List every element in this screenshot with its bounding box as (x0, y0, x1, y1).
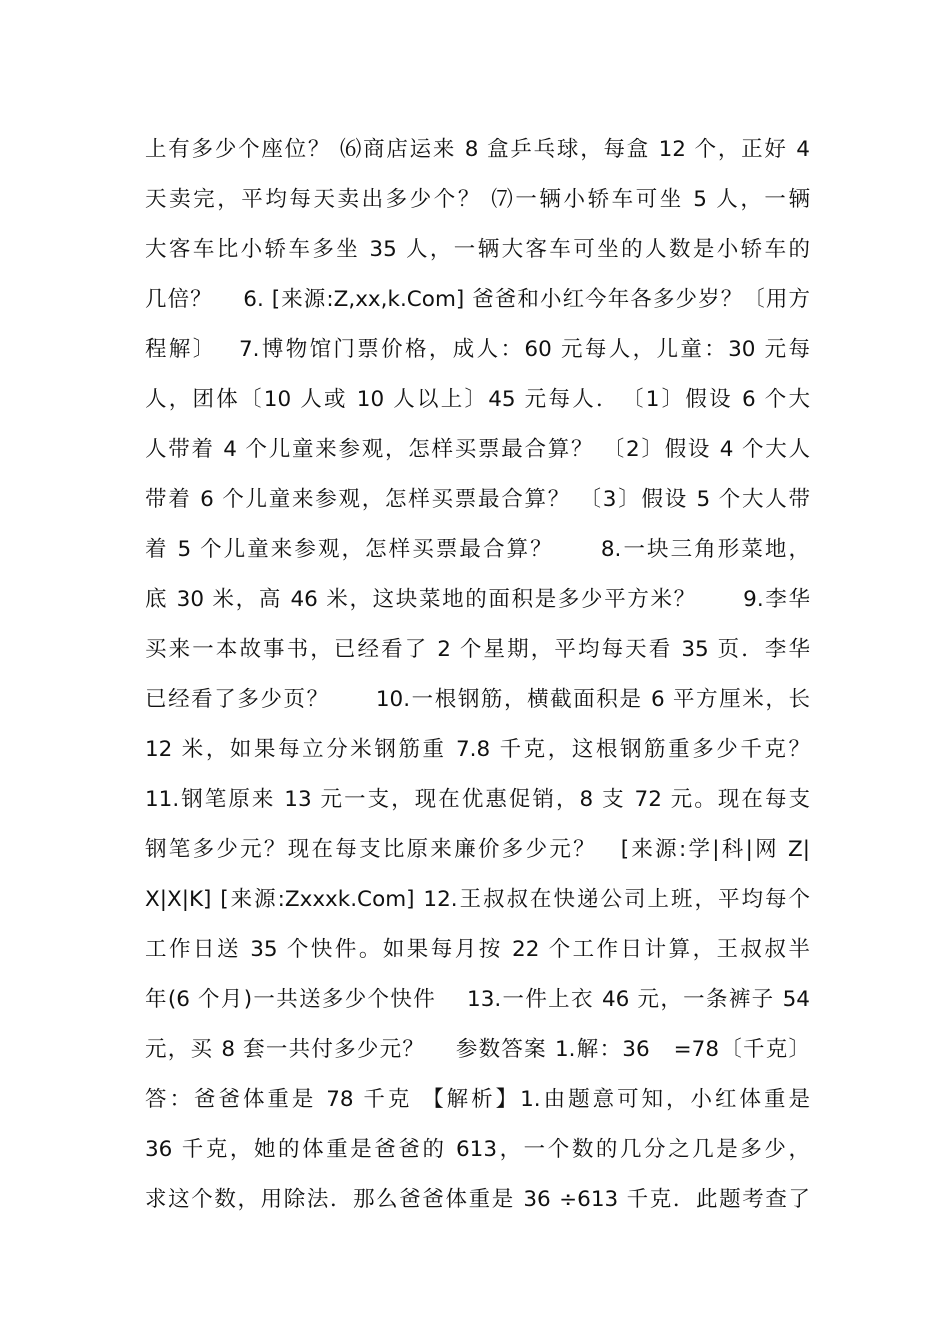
text-line: 答：爸爸体重是 78 千克 【解析】1.由题意可知，小红体重是 (145, 1087, 810, 1112)
text-line: 底 30 米，高 46 米，这块菜地的面积是多少平方米？ 9.李华 (145, 587, 810, 612)
text-line: 工作日送 35 个快件。如果每月按 22 个工作日计算，王叔叔半 (145, 937, 810, 962)
text-line: 已经看了多少页？ 10.一根钢筋，横截面积是 6 平方厘米，长 (145, 687, 810, 712)
text-line: 带着 6 个儿童来参观，怎样买票最合算？ 〔3〕假设 5 个大人带 (145, 487, 810, 512)
text-line: 几倍？ 6. [来源:Z,xx,k.Com] 爸爸和小红今年各多少岁？〔用方 (145, 287, 810, 312)
text-line: 人，团体〔10 人或 10 人以上〕45 元每人． 〔1〕假设 6 个大 (145, 387, 810, 412)
text-line: 年(6 个月)一共送多少个快件 13.一件上衣 46 元，一条裤子 54 (145, 987, 810, 1012)
text-line: 求这个数，用除法．那么爸爸体重是 36 ÷613 千克．此题考查了 (145, 1187, 810, 1212)
text-line: 上有多少个座位？ ⑹商店运来 8 盒乒乓球，每盒 12 个，正好 4 (145, 137, 810, 162)
text-line: 36 千克，她的体重是爸爸的 613，一个数的几分之几是多少， (145, 1137, 810, 1162)
text-line: 11.钢笔原来 13 元一支，现在优惠促销，8 支 72 元。现在每支 (145, 787, 810, 812)
text-line: X|X|K] [来源:Zxxxk.Com] 12.王叔叔在快递公司上班，平均每个 (145, 887, 810, 912)
text-line: 大客车比小轿车多坐 35 人，一辆大客车可坐的人数是小轿车的 (145, 237, 810, 262)
text-line: 12 米，如果每立分米钢筋重 7.8 千克，这根钢筋重多少千克？ (145, 737, 810, 762)
text-line: 元，买 8 套一共付多少元？ 参数答案 1.解：36 =78〔千克〕 (145, 1037, 810, 1062)
text-line: 程解〕 7.博物馆门票价格，成人：60 元每人，儿童：30 元每 (145, 337, 810, 362)
text-line: 人带着 4 个儿童来参观，怎样买票最合算？ 〔2〕假设 4 个大人 (145, 437, 810, 462)
text-line: 着 5 个儿童来参观，怎样买票最合算？ 8.一块三角形菜地， (145, 537, 810, 562)
text-line: 钢笔多少元？现在每支比原来廉价多少元？ [来源:学|科|网 Z| (145, 837, 810, 862)
text-line: 买来一本故事书，已经看了 2 个星期，平均每天看 35 页．李华 (145, 637, 810, 662)
document-body (145, 128, 810, 1228)
text-line: 天卖完，平均每天卖出多少个？ ⑺一辆小轿车可坐 5 人，一辆 (145, 187, 810, 212)
